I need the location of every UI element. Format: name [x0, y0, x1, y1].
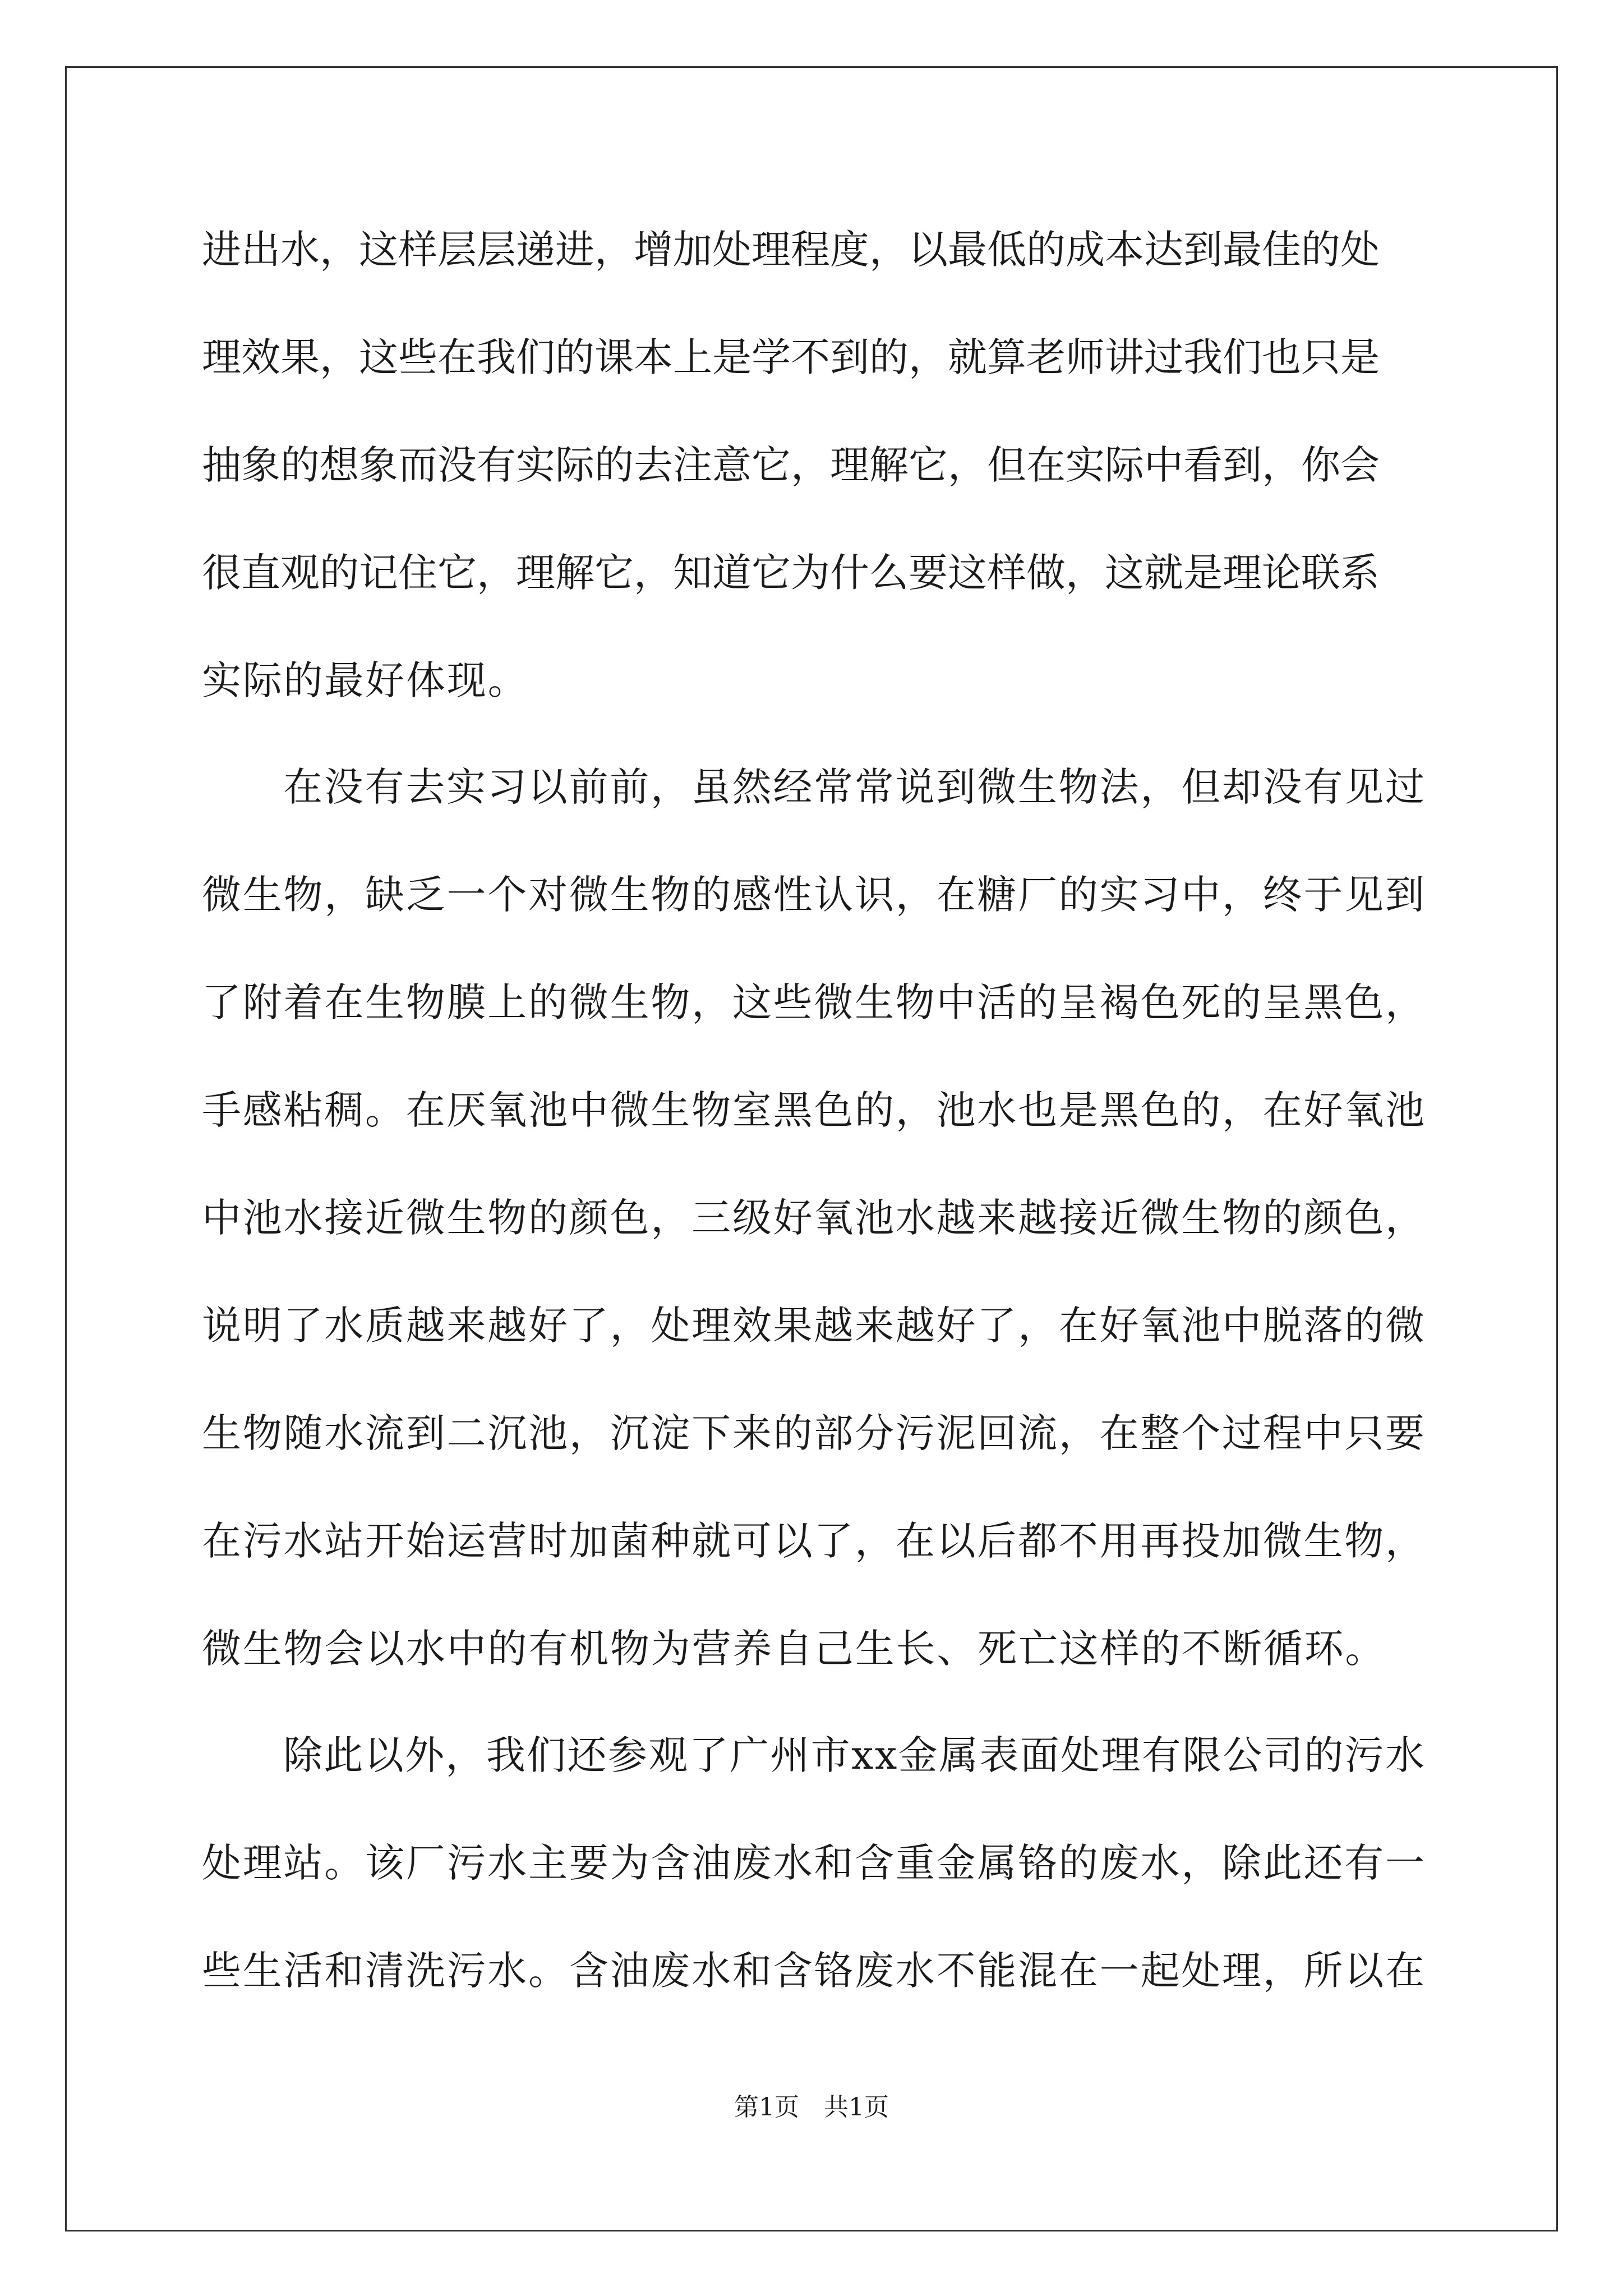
page-border	[65, 66, 1558, 2231]
paragraph-2-line-8: 在污水站开始运营时加菌种就可以了，在以后都不用再投加微生物，	[202, 1518, 1426, 1564]
body-line-2: 理效果，这些在我们的课本上是学不到的，就算老师讲过我们也只是	[202, 334, 1380, 380]
page-number-footer: 第1页 共1页	[734, 2093, 889, 2122]
paragraph-2-line-1: 在没有去实习以前前，虽然经常常说到微生物法，但却没有见过	[283, 764, 1426, 810]
paragraph-2-line-5: 中池水接近微生物的颜色，三级好氧池水越来越接近微生物的颜色，	[202, 1195, 1426, 1241]
paragraph-2-line-9: 微生物会以水中的有机物为营养自己生长、死亡这样的不断循环。	[202, 1626, 1386, 1672]
paragraph-2-line-6: 说明了水质越来越好了，处理效果越来越好了，在好氧池中脱落的微	[202, 1303, 1426, 1349]
paragraph-3-line-3: 些生活和清洗污水。含油废水和含铬废水不能混在一起处理，所以在	[202, 1948, 1426, 1994]
paragraph-2-line-7: 生物随水流到二沉池，沉淀下来的部分污泥回流，在整个过程中只要	[202, 1410, 1426, 1456]
body-line-5: 实际的最好体现。	[202, 657, 529, 703]
paragraph-2-line-3: 了附着在生物膜上的微生物，这些微生物中活的呈褐色死的呈黑色，	[202, 979, 1426, 1025]
paragraph-3-line-1: 除此以外，我们还参观了广州市xx金属表面处理有限公司的污水	[283, 1732, 1426, 1778]
body-line-1: 进出水，这样层层递进，增加处理程度，以最低的成本达到最佳的处	[202, 227, 1380, 273]
paragraph-2-line-2: 微生物，缺乏一个对微生物的感性认识，在糖厂的实习中，终于见到	[202, 872, 1426, 918]
paragraph-3-line-2: 处理站。该厂污水主要为含油废水和含重金属铬的废水，除此还有一	[202, 1840, 1426, 1886]
body-line-4: 很直观的记住它，理解它，知道它为什么要这样做，这就是理论联系	[202, 550, 1380, 596]
paragraph-2-line-4: 手感粘稠。在厌氧池中微生物室黑色的，池水也是黑色的，在好氧池	[202, 1087, 1426, 1133]
body-line-3: 抽象的想象而没有实际的去注意它，理解它，但在实际中看到，你会	[202, 442, 1380, 488]
